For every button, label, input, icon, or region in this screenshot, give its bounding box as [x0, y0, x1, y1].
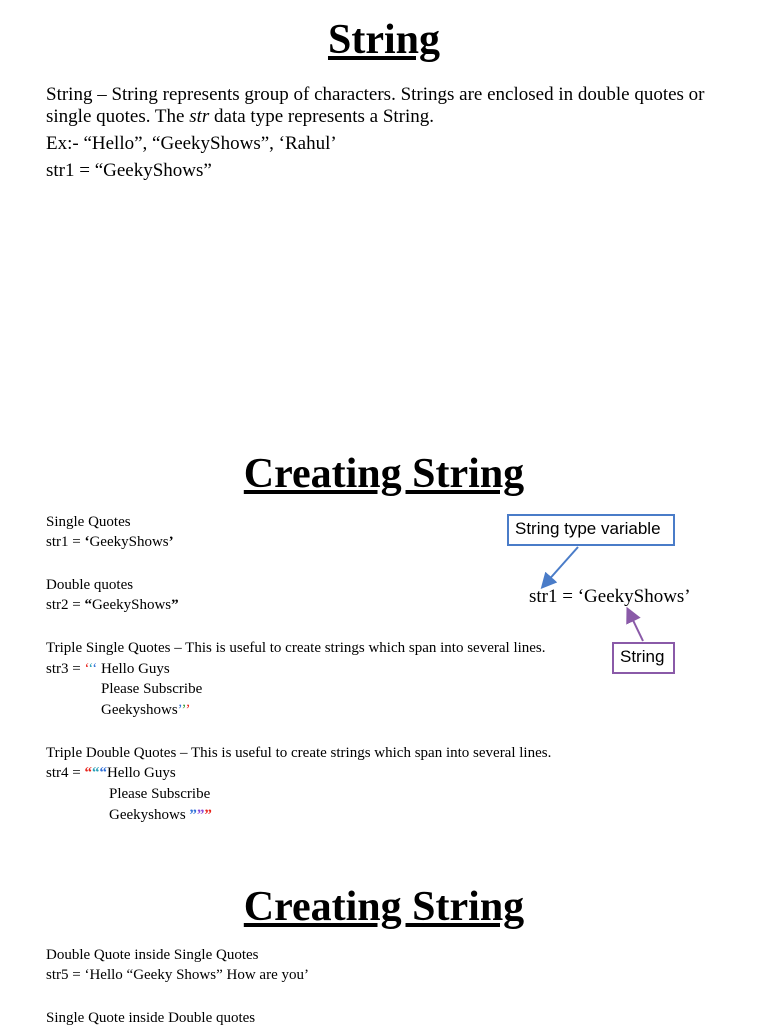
quote-mark: ‘ — [84, 661, 89, 677]
code-text: Geekyshows — [101, 702, 178, 718]
quote-mark: “ — [84, 765, 92, 781]
quote-mark: “ — [91, 765, 100, 781]
code-text: Hello Guys — [106, 765, 176, 781]
quote-mark: ” — [189, 807, 197, 823]
code-value: GeekyShows — [91, 597, 172, 613]
quote-mark: ’ — [181, 702, 186, 718]
arrow-to-variable — [546, 547, 578, 583]
quote-mark: ” — [204, 807, 212, 823]
code-prefix: str3 = — [46, 661, 85, 677]
assignment-line: str1 = “GeekyShows” — [46, 160, 212, 181]
code-prefix: str1 = — [46, 534, 85, 550]
quote-mark: ’ — [185, 702, 191, 718]
code-prefix: str2 = — [46, 597, 85, 613]
dq-in-sq-code: str5 = ‘Hello “Geeky Shows” How are you’ — [46, 967, 309, 983]
triple-double-code-line-2: Please Subscribe — [109, 786, 211, 802]
triple-single-heading: Triple Single Quotes – This is useful to create strings which span into several lines. — [46, 640, 546, 656]
quote-mark: “ — [99, 765, 107, 781]
callout-string-type-variable: String type variable — [507, 514, 675, 546]
sq-in-dq-heading: Single Quote inside Double quotes — [46, 1010, 256, 1026]
callout-string: String — [612, 642, 675, 674]
code-prefix: str4 = — [46, 765, 85, 781]
code-text: Geekyshows — [109, 807, 190, 823]
definition-line-1: String – String represents group of characters. Strings are enclosed in double quotes or — [46, 84, 705, 105]
arrow-to-string — [630, 614, 643, 641]
quote-mark: ‘ — [84, 534, 90, 550]
triple-single-code-line-2: Please Subscribe — [101, 681, 203, 697]
section-title-creating-string-2: Creating String — [243, 884, 525, 930]
definition-text-a: single quotes. The — [46, 106, 190, 127]
section-title-creating-string: Creating String — [243, 451, 525, 497]
quote-mark: ’ — [177, 702, 182, 718]
quote-mark: ‘ — [92, 661, 98, 677]
definition-str-keyword: str — [189, 106, 210, 127]
single-quotes-heading: Single Quotes — [46, 514, 131, 530]
definition-text-b: data type represents a String. — [209, 106, 435, 127]
dq-in-sq-heading: Double Quote inside Single Quotes — [46, 947, 259, 963]
diagram-code: str1 = ‘GeekyShows’ — [529, 586, 691, 607]
quote-mark: ’ — [168, 534, 174, 550]
double-quotes-heading: Double quotes — [46, 577, 134, 593]
page-title-string: String — [327, 17, 440, 63]
quote-mark: ” — [171, 597, 179, 613]
code-value: GeekyShows — [89, 534, 169, 550]
quote-mark: ‘ — [88, 661, 93, 677]
example-line: Ex:- “Hello”, “GeekyShows”, ‘Rahul’ — [46, 133, 337, 154]
triple-double-heading: Triple Double Quotes – This is useful to create strings which span into several lines. — [46, 745, 552, 761]
code-text: Hello Guys — [97, 661, 170, 677]
quote-mark: ” — [196, 807, 205, 823]
quote-mark: “ — [84, 597, 92, 613]
